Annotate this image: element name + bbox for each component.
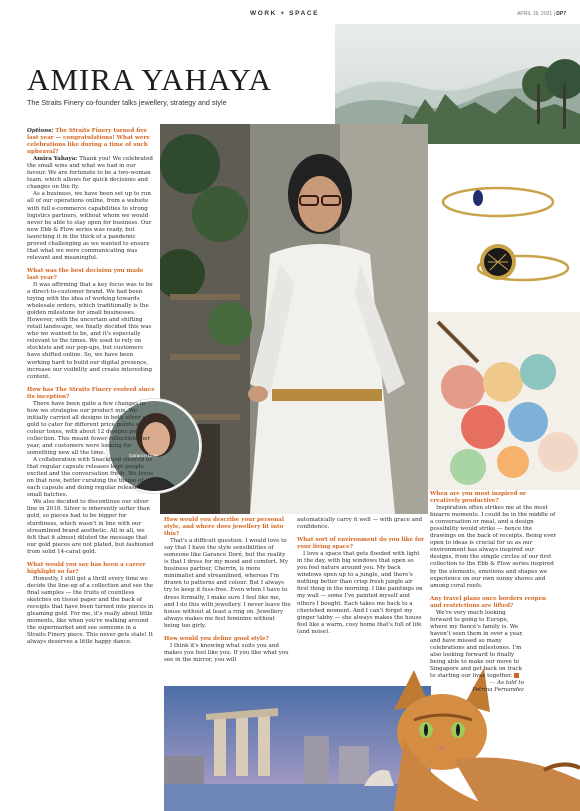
- answer-2-paragraph-1: It was affirming that a key focus was to be a direct-to-customer brand. We had been toying with the idea of working towards wholesale orders, which traditionally is the golden milestone for small businesses. However, with the uncertain and shifting retail landscape, we finally decided this was who we wanted to be, and it's especially relevant to the times. We used to rely on stockists and our pop-ups, but customers have shifted online. So, we have been working hard to build our digital presence, increase our visibility and create interesting content.: [27, 281, 153, 380]
- answer-3-paragraph-3: We also decided to discontinue our silver line in 2018. Silver is inherently softer than gold, so pieces had to be bigger for sturdiness, which wasn't in line with our streamlined brand aesthetic. All in all, we felt that it almost diluted the message that our gold pieces are not plated, but fashioned from solid 14-carat gold.: [27, 499, 154, 555]
- article-subtitle: The Straits Finery co-founder talks jewellery, strategy and style: [27, 98, 227, 107]
- portrait-photo: [160, 124, 428, 514]
- answer-9-paragraph-1: We're very much looking forward to going to Europe, where my fiancé's family is. We haven't seen them in over a year, and have missed so many celebrations and milestones. I'm also looking forward to finally being able to make our move to Singapore and get back on track to starting our lives together.: [430, 609, 524, 680]
- answer-1-paragraph-1: Amira Yahaya: Thank you! We celebrated the small wins and what we had in our favour. We are fortunate to be a two-woman team, which allows for quick decisions and changes on the fly.: [27, 156, 153, 191]
- publication-lead: Options:: [27, 128, 56, 134]
- article-title: AMIRA YAHAYA: [27, 62, 272, 97]
- answer-1-paragraph-2: As a business, we have been set up to run all of our operations online, from a website with full e-commerce capabilities to strong logistics partners, without whom we would never be able to stay open for business. Our new Ebb & Flow series was ready, but launching it in the thick of a pandemic proved challenging as we wanted to ensure that what we were communicating was relevant and meaningful.: [27, 191, 152, 261]
- question-9: Any travel plans once borders reopen and restrictions are lifted?: [430, 595, 547, 609]
- page-code: DP7: [556, 11, 566, 17]
- author-credit: — As told to Petrina Fernandez: [472, 680, 524, 694]
- question-7: What sort of environment do you like for your living space?: [297, 537, 424, 551]
- article-column-3: [297, 517, 424, 636]
- question-5: How would you describe your personal style, and where does jewellery fit into this?: [164, 517, 284, 538]
- answer-3-paragraph-2: A collaboration with Snackfood showed us that regular capsule releases kept people excited and the conversation fresh. We focus on that now, better curating the theme of each capsule and doing regular releases in small batches.: [27, 457, 154, 499]
- question-3: How has The Straits Finery evolved since its inception?: [27, 386, 155, 400]
- question-8: When are you most inspired or creatively productive?: [430, 491, 526, 505]
- answer-4-paragraph-1: Honestly, I still get a thrill every time we decide the line-up of a collection and see the final samples — the fruits of countless sketches on tissue paper and the back of receipts that have been turned into pieces in gleaming gold. For me, it's really about little moments, like when you're walking around the supermarket and see someone in a Straits Finery piece. This never gets stale! It always deserves a little happy dance.: [27, 575, 154, 646]
- article-column-1: [27, 128, 155, 646]
- answer-7-paragraph-1: I love a space that gets flooded with light in the day, with big windows that open so you feel nature around you. My back windows open up to a jungle, and there's nothing better than crisp fresh jungle air first thing in the morning. I like paintings on my wall — some I've painted myself and others I bought. Each takes me back to a cherished moment. And I can't forget my ginger tabby — she always makes the house feel like a warm, cosy home that's full of life (and noise).: [297, 551, 423, 635]
- speaker-name: Amira Yahaya:: [33, 156, 80, 163]
- end-mark-icon: [514, 673, 519, 678]
- question-2: What was the best decision you made last year?: [27, 267, 144, 281]
- page-header: [0, 10, 580, 22]
- jewellery-image: [428, 150, 580, 330]
- answer-6-paragraph-2: automatically carry it well — with grace and confidence.: [297, 517, 423, 531]
- answer-5-paragraph-1: That's a difficult question. I would love to say that I have the style sensibilities of someone like Garance Doré, but the reality is that I dress for my mood and comfort. My business partner, Cherrin, is more minimalist and streamlined, whereas I'm drawn to patterns and colour. But I always try to keep it fuss-free. Even when I have to dress formally, I make sure I feel like me, and I do this with jewellery. I never leave the house without at least a ring on. Jewellery always makes me feel feminine without being too girly.: [164, 538, 291, 629]
- inset-caption: Garance Doré: [129, 453, 158, 458]
- question-1: Options: The Straits Finery turned five last year — congratulations! What were celebrations like during a time of such upheaval?: [27, 128, 150, 156]
- singapore-skyline-image: [164, 686, 431, 811]
- question-4: What would you say has been a career highlight so far?: [27, 561, 146, 575]
- answer-3-paragraph-1: There have been quite a few changes in how we strategise our product mix. We initially carried all designs in both silver and gold to cater for different price points and colour tones, with about 12 designs per collection. This meant fewer collections per year, and customers were looking for something new all the time.: [27, 400, 153, 457]
- paint-palette-image: [428, 312, 580, 490]
- article-column-4: [430, 491, 557, 694]
- issue-date: APRIL 19, 2021 |: [517, 11, 555, 17]
- section-name: WORK + SPACE: [250, 10, 320, 17]
- answer-6-paragraph-1: I think it's knowing what suits you and makes you feel like you. If you like what you see in the mirror, you will: [164, 642, 289, 663]
- page-number: [517, 11, 566, 17]
- article-column-2: [164, 517, 291, 664]
- question-6: How would you define good style?: [164, 635, 269, 642]
- answer-8-paragraph-1: Inspiration often strikes me at the most bizarre moments. I could be in the middle of a conversation or meal, and a design possibility would strike — hence the drawings on the back of receipts. Being ever open to ideas is crucial for us as our environment has always inspired our designs, from the simple circles of our first collection to the Ebb & Flow series inspired by the elements, emotions and shapes we experience on our own sunny shores and among coral reefs.: [430, 505, 557, 589]
